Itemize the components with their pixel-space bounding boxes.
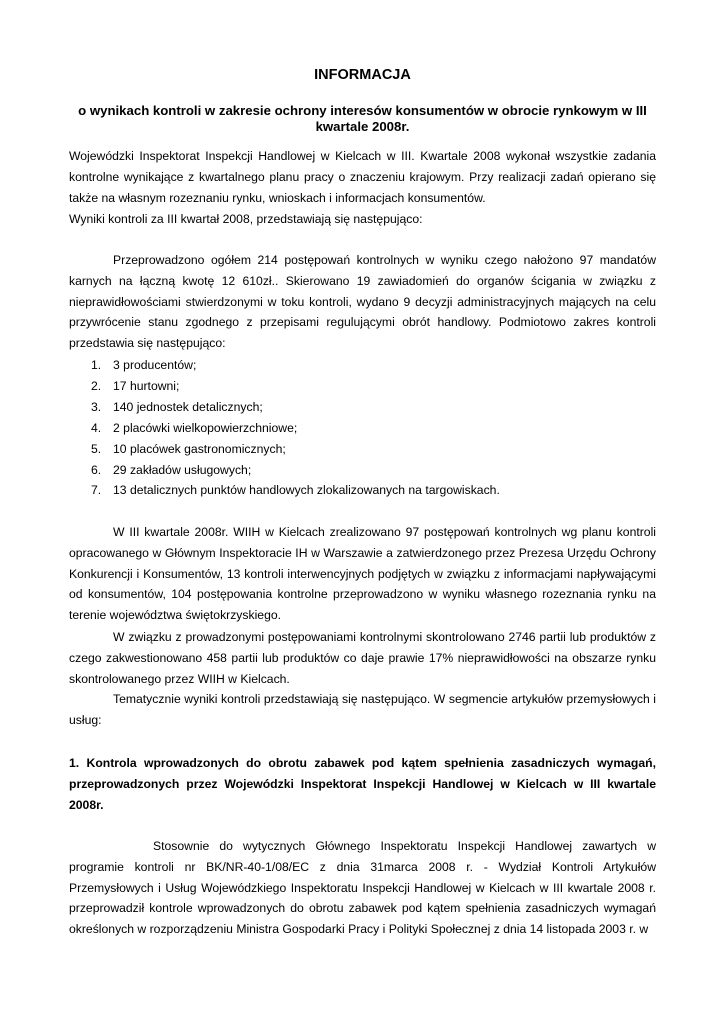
list-item: 7. 13 detalicznych punktów handlowych zlokalizowanych na targowiskach. bbox=[91, 483, 500, 498]
paragraph-thematic-intro: Tematycznie wyniki kontroli przedstawiają się następująco. W segmencie artykułów przemysłowych i usług: bbox=[69, 692, 656, 727]
intro-paragraph: Wojewódzki Inspektorat Inspekcji Handlowej w Kielcach w III. Kwartale 2008 wykonał wszystkie zadania kontrolne wynikające z kwartalnego planu pracy o znaczeniu krajowym. Przy realizacji zadań opierano się także na własnym rozeznaniu rynku, wnioskach i informacjach konsumentów. bbox=[69, 149, 656, 205]
list-item: 2. 17 hurtowni; bbox=[91, 378, 180, 393]
list-item: 5. 10 placówek gastronomicznych; bbox=[91, 441, 286, 456]
document-subtitle bbox=[69, 103, 656, 135]
scope-list bbox=[69, 355, 656, 501]
paragraph-quarter-summary: W III kwartale 2008r. WIIH w Kielcach zrealizowano 97 postępowań kontrolnych wg planu kontroli opracowanego w Głównym Inspektoracie IH w Warszawie a zatwierdzonego przez Prezesa Urzędu Ochrony Konkurencji i Konsumentów, 13 kontroli interwencyjnych podjętych w związku z informacjami napływającymi od konsumentów, 104 postępowania kontrolne przeprowadzono w wyniku własnego rozeznania rynku na terenie województwa świętokrzyskiego. bbox=[69, 525, 656, 623]
paragraph-toys-inspection: Stosownie do wytycznych Głównego Inspektoratu Inspekcji Handlowej zawartych w programie kontroli nr BK/NR-40-1/08/EC z dnia 31marca 2008 r. - Wydział Kontroli Artykułów Przemysłowych i Usług Wojewódzkiego Inspektoratu Inspekcji Handlowej w Kielcach w III kwartale 2008 r. przeprowadził kontrole wprowadzonych do obrotu zabawek pod kątem spełnienia zasadniczych wymagań określonych w rozporządzeniu Ministra Gospodarki Pracy i Polityki Społecznej z dnia 14 listopada 2003 r. w bbox=[69, 839, 656, 937]
list-item: 4. 2 placówki wielkopowierzchniowe; bbox=[91, 420, 298, 435]
paragraph-inspected-products: W związku z prowadzonymi postępowaniami kontrolnymi skontrolowano 2746 partii lub produktów z czego zakwestionowano 458 partii lub produktów co daje prawie 17% nieprawidłowości na obszarze rynku skontrolowanego przez WIIH w Kielcach. bbox=[69, 630, 656, 686]
paragraph-overall-results: Przeprowadzono ogółem 214 postępowań kontrolnych w wyniku czego nałożono 97 mandatów karnych na łączną kwotę 12 610zł.. Skierowano 19 zawiadomień do organów ścigania w związku z nieprawidłowościami stwierdzonymi w toku kontroli, wydano 9 decyzji administracyjnych mających na celu przywrócenie stanu zgodnego z przepisami regulującymi obrót handlowy. Podmiotowo zakres kontroli przedstawia się następująco: bbox=[69, 253, 656, 351]
subtitle-line-1: o wynikach kontroli w zakresie ochrony interesów konsumentów w obrocie rynkowym w III bbox=[78, 103, 647, 118]
list-item: 3. 140 jednostek detalicznych; bbox=[91, 399, 263, 414]
section-1-heading: 1. Kontrola wprowadzonych do obrotu zabawek pod kątem spełnienia zasadniczych wymagań, przeprowadzonych przez Wojewódzki Inspektorat Inspekcji Handlowej w Kielcach w III kwartale 2008r. bbox=[69, 756, 656, 812]
list-item: 6. 29 zakładów usługowych; bbox=[91, 462, 252, 477]
intro-summary-line: Wyniki kontroli za III kwartał 2008, przedstawiają się następująco: bbox=[69, 212, 423, 226]
subtitle-line-2: kwartale 2008r. bbox=[315, 119, 410, 134]
list-item: 1. 3 producentów; bbox=[91, 358, 197, 372]
document-title: INFORMACJA bbox=[314, 67, 411, 83]
